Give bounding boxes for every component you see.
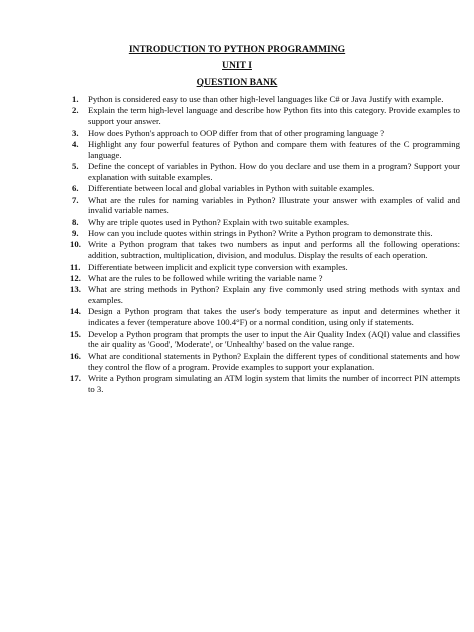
question-text: What are the rules for naming variables in Python? Illustrate your answer with examples of valid and invalid variable names. xyxy=(88,194,460,216)
question-item xyxy=(72,94,460,105)
question-item xyxy=(72,284,460,306)
question-item xyxy=(72,306,460,328)
question-item xyxy=(72,239,460,261)
question-number: 3. xyxy=(72,127,79,138)
question-text: What are string methods in Python? Explain any five commonly used string methods with syntax and examples. xyxy=(88,284,460,305)
question-number: 10. xyxy=(70,239,81,250)
question-text: Explain the term high-level language and describe how Python fits into this category. Provide examples to support your answer. xyxy=(88,105,460,127)
question-number: 9. xyxy=(72,228,79,238)
question-item xyxy=(72,351,460,373)
question-text: Why are triple quotes used in Python? Explain with two suitable examples. xyxy=(88,216,350,227)
question-item xyxy=(72,183,460,194)
question-text: Python is considered easy to use than other high-level languages like C# or Java Justify with example. xyxy=(88,94,444,104)
question-item xyxy=(72,228,460,239)
question-list xyxy=(72,94,460,395)
question-number: 15. xyxy=(70,328,81,339)
question-number: 13. xyxy=(70,284,81,295)
question-item xyxy=(72,128,460,139)
question-number: 2. xyxy=(72,105,79,116)
question-text: Differentiate between implicit and explicit type conversion with examples. xyxy=(88,261,348,272)
question-number: 14. xyxy=(70,306,81,317)
question-number: 5. xyxy=(72,161,79,171)
unit-heading: UNIT I xyxy=(222,60,252,71)
question-text: What are the rules to be followed while writing the variable name ? xyxy=(88,272,323,283)
question-number: 1. xyxy=(72,94,79,104)
section-heading: QUESTION BANK xyxy=(196,77,278,88)
question-number: 8. xyxy=(72,216,79,227)
question-item xyxy=(72,262,460,273)
question-item xyxy=(72,195,460,217)
question-number: 6. xyxy=(72,183,79,194)
question-number: 17. xyxy=(70,372,81,383)
question-item xyxy=(72,273,460,284)
question-number: 7. xyxy=(72,194,79,205)
question-text: Differentiate between local and global variables in Python with suitable examples. xyxy=(88,183,375,194)
question-item xyxy=(72,217,460,228)
question-text: How can you include quotes within strings in Python? Write a Python program to demonstrate this. xyxy=(88,228,433,238)
question-text: Highlight any four powerful features of Python and compare them with features of the C programming language. xyxy=(88,138,460,160)
question-number: 11. xyxy=(70,261,81,272)
question-number: 4. xyxy=(72,138,79,149)
question-text: Design a Python program that takes the user's body temperature as input and determines whether it indicates a fever (temperature above 100.4°F) or a normal condition, using only if statements. xyxy=(88,306,460,328)
question-item xyxy=(72,329,460,351)
document-title: INTRODUCTION TO PYTHON PROGRAMMING xyxy=(128,44,346,55)
question-text: What are conditional statements in Python? Explain the different types of conditional statements and how they control the flow of a program. Provide examples to support your explanation. xyxy=(88,350,460,372)
question-text: How does Python's approach to OOP differ from that of other programing language ? xyxy=(88,127,385,138)
question-text: Write a Python program simulating an ATM login system that limits the number of incorrect PIN attempts to 3. xyxy=(88,372,460,394)
question-item xyxy=(72,161,460,183)
question-number: 16. xyxy=(70,350,81,361)
question-text: Develop a Python program that prompts the user to input the Air Quality Index (AQI) value and classifies the air quality as 'Good', 'Moderate', or 'Unhealthy' based on the value range. xyxy=(88,328,460,350)
question-item xyxy=(72,105,460,127)
question-text: Define the concept of variables in Python. How do you declare and use them in a program? Support your explanation with suitable examples. xyxy=(88,161,460,182)
question-number: 12. xyxy=(70,272,81,283)
question-text: Write a Python program that takes two numbers as input and performs all the following operations: addition, subtraction, multiplication, division, and modulus. Display the results of each operation. xyxy=(88,239,460,261)
question-item xyxy=(72,373,460,395)
question-item xyxy=(72,139,460,161)
